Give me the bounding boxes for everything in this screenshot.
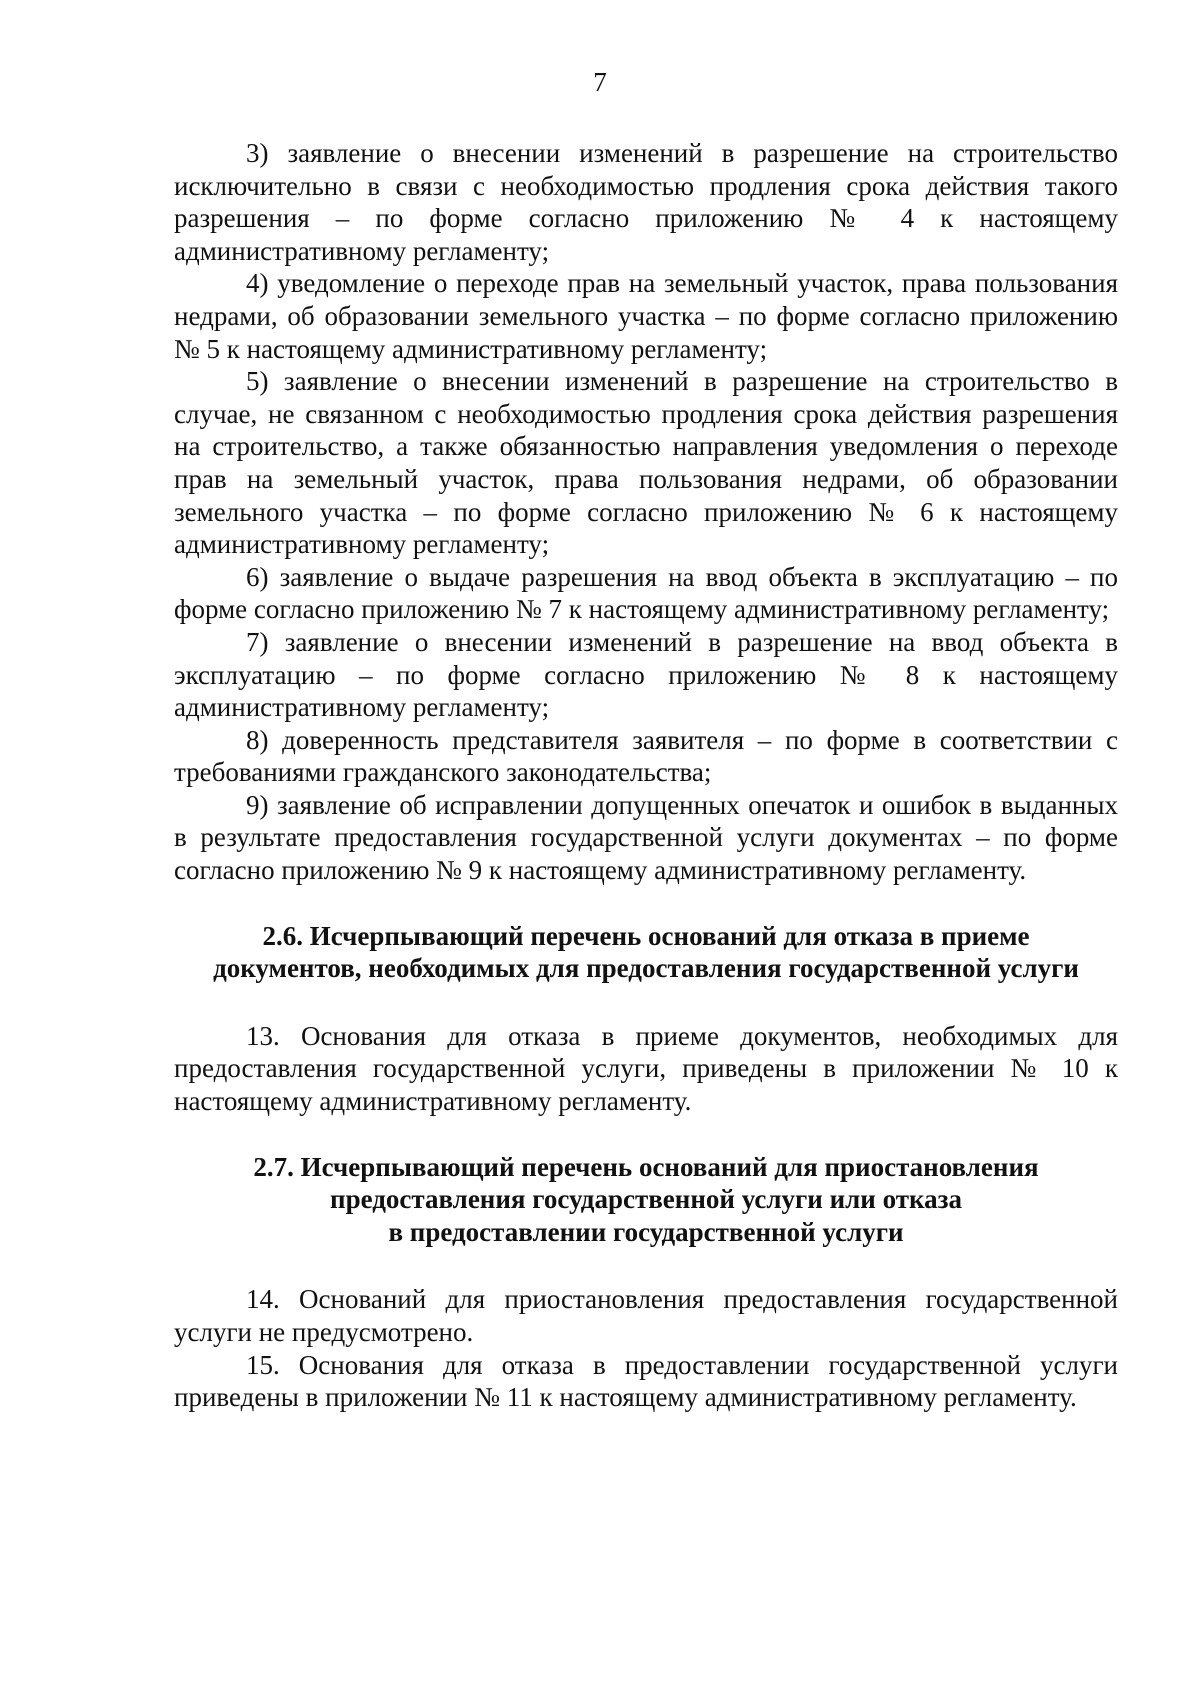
list-item: 9) заявление об исправлении допущенных опечаток и ошибок в выданных в результате предоставления государственной услуги документах – по форме согласно приложению № 9 к настоящему административному регламенту. bbox=[174, 789, 1118, 886]
heading-line: 2.6. Исчерпывающий перечень оснований для отказа в приеме bbox=[262, 920, 1030, 951]
paragraph-13: 13. Основания для отказа в приеме документов, необходимых для предоставления государственной услуги, приведены в приложении № 10 к настоящему административному регламенту. bbox=[174, 1020, 1118, 1117]
section-heading-2-6 bbox=[174, 920, 1118, 985]
list-item: 4) уведомление о переходе прав на земельный участок, права пользования недрами, об образовании земельного участка – по форме согласно приложению № 5 к настоящему административному регламенту; bbox=[174, 268, 1118, 364]
list-item: 7) заявление о внесении изменений в разрешение на ввод объекта в эксплуатацию – по форме согласно приложению № 8 к настоящему административному регламенту; bbox=[174, 626, 1118, 723]
heading-line: 2.7. Исчерпывающий перечень оснований для приостановления bbox=[253, 1151, 1039, 1182]
document-body bbox=[174, 137, 1118, 1414]
section-heading-2-7 bbox=[174, 1151, 1118, 1249]
page-number: 7 bbox=[593, 67, 607, 97]
paragraph-14: 14. Оснований для приостановления предоставления государственной услуги не предусмотрено. bbox=[174, 1284, 1118, 1347]
list-item: 8) доверенность представителя заявителя – по форме в соответствии с требованиями гражданского законодательства; bbox=[174, 724, 1118, 788]
list-item: 6) заявление о выдаче разрешения на ввод объекта в эксплуатацию – по форме согласно приложению № 7 к настоящему административному регламенту; bbox=[174, 561, 1118, 625]
paragraph-15: 15. Основания для отказа в предоставлении государственной услуги приведены в приложении № 11 к настоящему административному регламенту. bbox=[174, 1349, 1118, 1413]
list-item: 5) заявление о внесении изменений в разрешение на строительство в случае, не связанном с необходимостью продления срока действия разрешения на строительство, а также обязанностью направления уведомления о переходе прав на земельный участок, права пользования недрами, об образовании земельного участка – по форме согласно приложению № 6 к настоящему административному регламенту; bbox=[174, 366, 1118, 560]
heading-line: в предоставлении государственной услуги bbox=[388, 1216, 904, 1247]
heading-line: предоставления государственной услуги или отказа bbox=[330, 1184, 962, 1215]
heading-line: документов, необходимых для предоставления государственной услуги bbox=[213, 953, 1079, 984]
list-item: 3) заявление о внесении изменений в разрешение на строительство исключительно в связи с необходимостью продления срока действия такого разрешения – по форме согласно приложению № 4 к настоящему административному регламенту; bbox=[174, 138, 1118, 266]
